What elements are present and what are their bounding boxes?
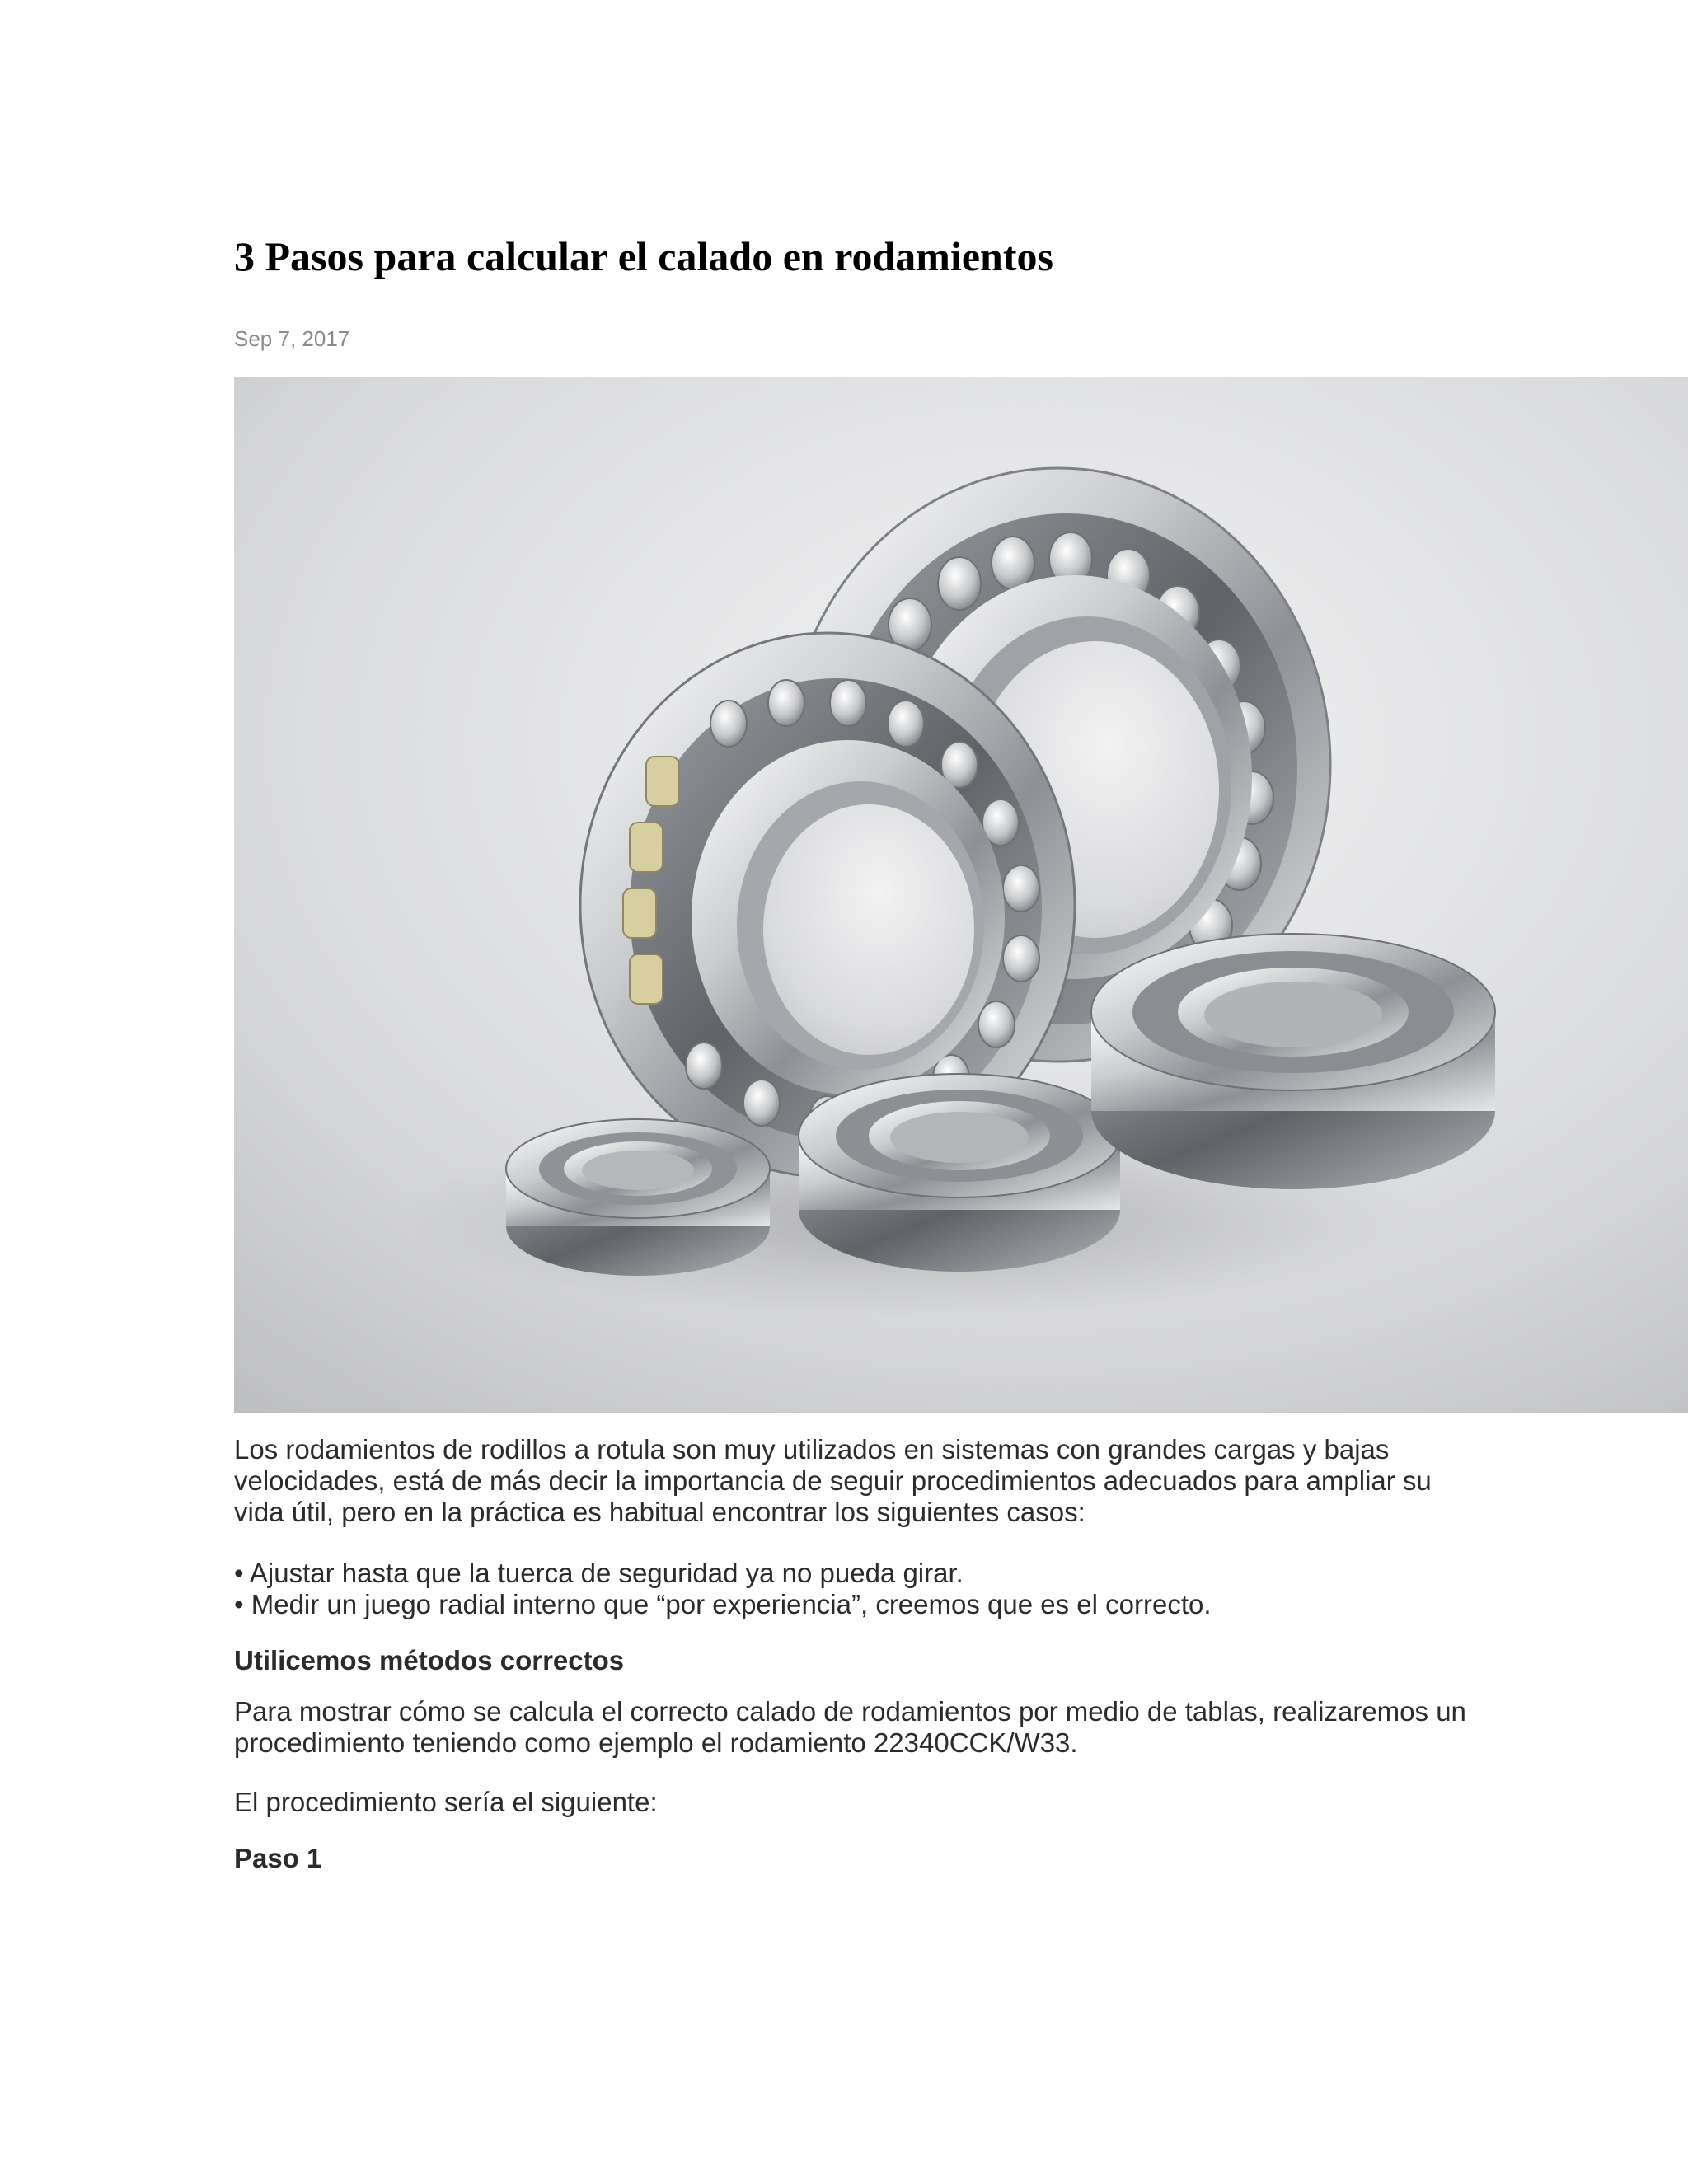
step-heading: Paso 1	[234, 1843, 322, 1873]
procedure-intro: El procedimiento sería el siguiente:	[234, 1787, 658, 1817]
bearing-small-center	[799, 1074, 1120, 1272]
bearing-small-left	[506, 1119, 770, 1276]
hero-image-bearings	[234, 377, 1688, 1413]
list-item: • Ajustar hasta que la tuerca de seguridad ya no pueda girar.	[234, 1558, 964, 1588]
method-paragraph: Para mostrar cómo se calcula el correcto calado de rodamientos por medio de tablas, realizaremos un procedimiento teniendo como ejemplo el rodamiento 22340CCK/W33.	[234, 1696, 1466, 1758]
bearing-wide-right	[1091, 934, 1495, 1189]
intro-paragraph: Los rodamientos de rodillos a rotula son muy utilizados en sistemas con grandes cargas y bajas velocidades, está de más decir la importancia de seguir procedimientos adecuados para ampliar su vida útil, pero en la práctica es habitual encontrar los siguientes casos:	[234, 1434, 1432, 1527]
cases-list	[234, 1558, 1487, 1620]
publish-date: Sep 7, 2017	[234, 326, 350, 351]
list-item: • Medir un juego radial interno que “por experiencia”, creemos que es el correcto.	[234, 1589, 1212, 1619]
article-title: 3 Pasos para calcular el calado en rodamientos	[234, 233, 1053, 279]
section-heading: Utilicemos métodos correctos	[234, 1645, 625, 1675]
